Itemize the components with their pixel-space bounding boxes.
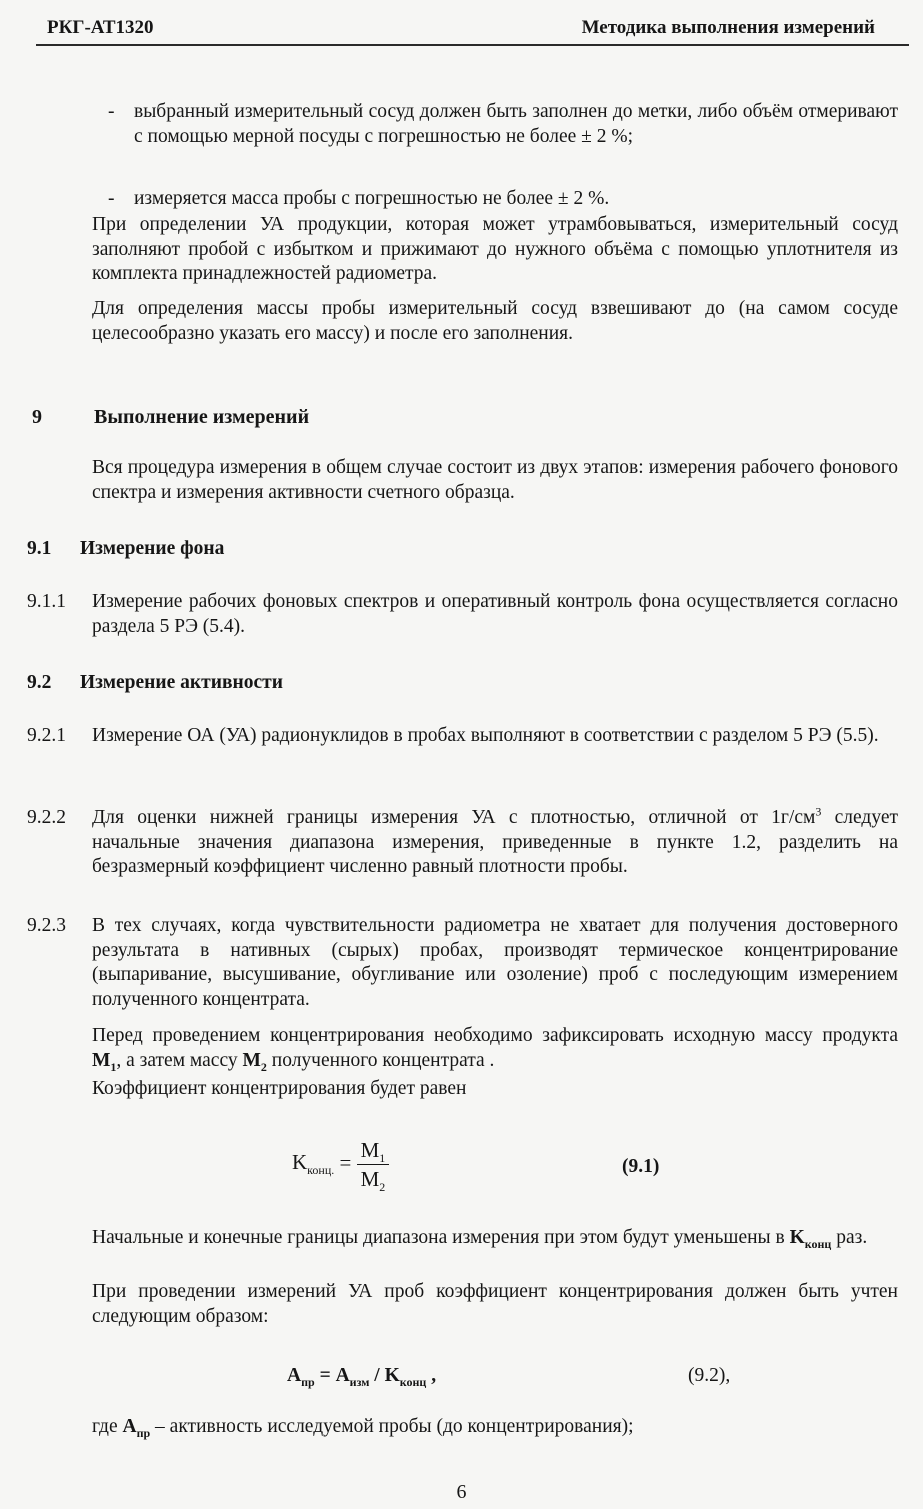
- where-line: где $A_{пр}$ – активность исследуемой пробы (до концентрирования);: [92, 1416, 634, 1440]
- formula-fraction: [357, 1138, 390, 1194]
- header-doc-title: Методика выполнения измерений: [581, 17, 875, 38]
- bullet-item: [108, 100, 898, 149]
- bullet-list: [108, 100, 898, 149]
- page-number: 6: [456, 1481, 467, 1503]
- paragraph-accounting: При проведении измерений УА проб коэффициент концентрирования должен быть учтен следующим образом:: [92, 1281, 898, 1327]
- text: раз.: [831, 1227, 868, 1248]
- formula-9-1-label: (9.1): [622, 1156, 660, 1177]
- section-9-number: 9: [32, 406, 42, 428]
- formula-equals: =: [339, 1150, 352, 1175]
- section-9-intro: Вся процедура измерения в общем случае состоит из двух этапов: измерения рабочего фонового спектра и измерения активности счетного образца.: [92, 457, 898, 503]
- formula-9-2: $A_{пр} = A_{изм} / K_{конц}$ ,: [287, 1365, 437, 1389]
- item-9-2-2-number: 9.2.2: [27, 807, 66, 828]
- section-9-2-number: 9.2: [27, 672, 52, 693]
- item-9-2-2-text-a: Для оценки нижней границы измерения УА с плотностью, отличной от 1г/см: [92, 807, 816, 828]
- item-9-2-2-text: [92, 806, 898, 880]
- paragraph-boundaries: [92, 1226, 898, 1251]
- section-9-1-title: Измерение фона: [80, 538, 225, 559]
- formula-9-2-label: (9.2),: [688, 1365, 731, 1386]
- section-9-2-title: Измерение активности: [80, 672, 283, 693]
- symbol-m2: $M_2$: [242, 1049, 267, 1074]
- symbol-m1: $M_1$: [92, 1049, 117, 1074]
- formula-denominator: $M_2$: [360, 1166, 386, 1194]
- header-divider: [36, 44, 909, 46]
- intro-paragraph-2: Для определения массы пробы измерительный сосуд взвешивают до (на самом сосуде целесообразно указать его массу) и после его заполнения.: [92, 298, 898, 344]
- text: , а затем массу: [116, 1049, 243, 1071]
- text: Перед проведением концентрирования необходимо зафиксировать исходную массу продукта: [92, 1025, 898, 1046]
- item-9-1-1-text: Измерение рабочих фоновых спектров и оперативный контроль фона осуществляется согласно раздела 5 РЭ (5.4).: [92, 591, 898, 637]
- item-9-2-1-text: Измерение ОА (УА) радионуклидов в пробах выполняют в соответствии с разделом 5 РЭ (5.5).: [92, 725, 879, 746]
- bullet-text: выбранный измерительный сосуд должен быть заполнен до метки, либо объём отмеривают с помощью мерной посуды с погрешностью не более ± 2 %;: [134, 101, 898, 147]
- formula-numerator: $M_1$: [357, 1138, 390, 1165]
- item-9-2-3-paragraph-2: [92, 1024, 898, 1073]
- superscript: 3: [815, 804, 822, 819]
- symbol-k-konc: $K_{конц}$: [789, 1227, 832, 1251]
- formula-lhs: $K_{конц.}$: [292, 1150, 335, 1178]
- item-9-2-2-text-b: следует начальные значения диапазона измерения, приведенные в пункте 1.2, разделить на безразмерный коэффициент численно равный плотности пробы.: [92, 807, 898, 878]
- section-9-1-number: 9.1: [27, 538, 52, 559]
- header-doc-code: РКГ-АТ1320: [47, 17, 154, 38]
- text: полученного концентрата .: [266, 1049, 495, 1071]
- bullet-dash: -: [108, 101, 115, 122]
- item-9-2-3-paragraph-1: В тех случаях, когда чувствительности радиометра не хватает для получения достоверного результата в нативных (сырых) пробах, производят термическое концентрирование (выпаривание, высушивание, обугливание или озоление) проб с последующим измерением полученного концентрата.: [92, 915, 898, 1010]
- bullet-list-2: [108, 187, 898, 212]
- bullet-dash: -: [108, 188, 115, 209]
- formula-9-1: [292, 1138, 389, 1194]
- text: Начальные и конечные границы диапазона измерения при этом будут уменьшены в: [92, 1227, 790, 1248]
- item-9-2-3-number: 9.2.3: [27, 915, 66, 936]
- bullet-text: измеряется масса пробы с погрешностью не более ± 2 %.: [134, 188, 610, 209]
- section-9-title: Выполнение измерений: [94, 406, 310, 428]
- item-9-2-3-paragraph-3: Коэффициент концентрирования будет равен: [92, 1078, 467, 1099]
- bullet-item: [108, 187, 898, 212]
- intro-paragraph-1: При определении УА продукции, которая может утрамбовываться, измерительный сосуд заполняют пробой с избытком и прижимают до нужного объёма с помощью уплотнителя из комплекта принадлежностей радиометра.: [92, 214, 898, 285]
- item-9-1-1-number: 9.1.1: [27, 591, 66, 612]
- item-9-2-1-number: 9.2.1: [27, 725, 66, 746]
